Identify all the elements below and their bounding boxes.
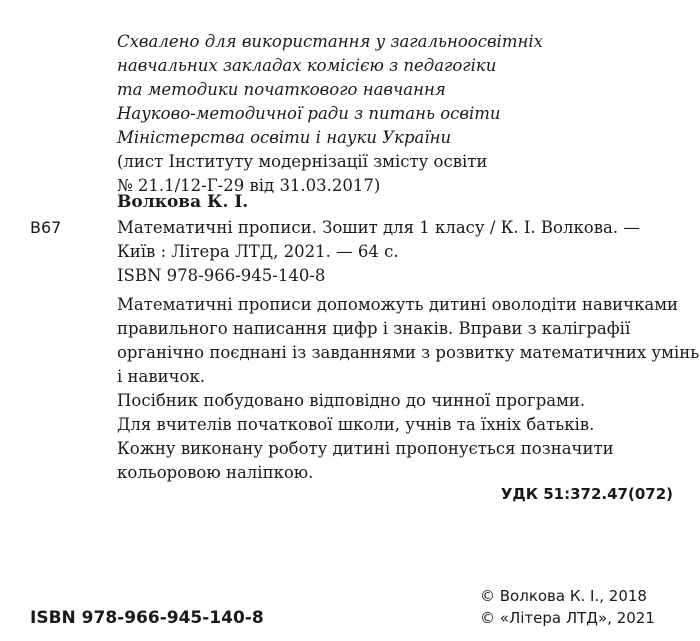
annotation-line: Математичні прописи допоможуть дитині оволодіти навичками xyxy=(117,295,679,314)
approval-statement xyxy=(117,30,567,198)
approval-line: Міністерства освіти і науки України xyxy=(117,128,452,147)
isbn-footer: ISBN 978-966-945-140-8 xyxy=(30,608,264,628)
annotation-line: органічно поєднані із завданнями з розвитку математичних умінь xyxy=(117,343,700,362)
library-index-code: В67 xyxy=(30,218,62,237)
annotation-line: і навичок. xyxy=(117,367,206,386)
copyright-line: © Волкова К. І., 2018 xyxy=(480,587,647,605)
approval-line: Схвалено для використання у загальноосвітніх xyxy=(117,32,543,51)
approval-line: № 21.1/12-Г-29 від 31.03.2017) xyxy=(117,176,381,195)
annotation-paragraph xyxy=(117,293,700,389)
copyright-block xyxy=(480,585,655,629)
approval-line: навчальних закладах комісією з педагогіки xyxy=(117,56,497,75)
biblio-isbn: ISBN 978-966-945-140-8 xyxy=(117,266,326,285)
approval-line: (лист Інституту модернізації змісту освіти xyxy=(117,152,488,171)
biblio-line: Математичні прописи. Зошит для 1 класу / К. І. Волкова. — xyxy=(117,218,640,237)
annotation-line: Посібник побудовано відповідно до чинної програми. xyxy=(117,391,586,410)
annotation-paragraph xyxy=(117,437,677,485)
annotation xyxy=(117,293,700,485)
bibliographic-description xyxy=(117,216,677,288)
approval-line: Науково-методичної ради з питань освіти xyxy=(117,104,501,123)
annotation-line: правильного написання цифр і знаків. Вправи з каліграфії xyxy=(117,319,631,338)
author-heading: Волкова К. І. xyxy=(117,192,249,212)
udc-code: УДК 51:372.47(072) xyxy=(500,485,673,503)
annotation-line: Кожну виконану роботу дитині пропонується позначити xyxy=(117,439,614,458)
approval-line: та методики початкового навчання xyxy=(117,80,446,99)
biblio-line: Київ : Літера ЛТД, 2021. — 64 с. xyxy=(117,242,399,261)
annotation-paragraph xyxy=(117,413,677,437)
annotation-line: Для вчителів початкової школи, учнів та їхніх батьків. xyxy=(117,415,595,434)
annotation-paragraph xyxy=(117,389,677,413)
copyright-line: © «Літера ЛТД», 2021 xyxy=(480,609,655,627)
annotation-line: кольоровою наліпкою. xyxy=(117,463,314,482)
